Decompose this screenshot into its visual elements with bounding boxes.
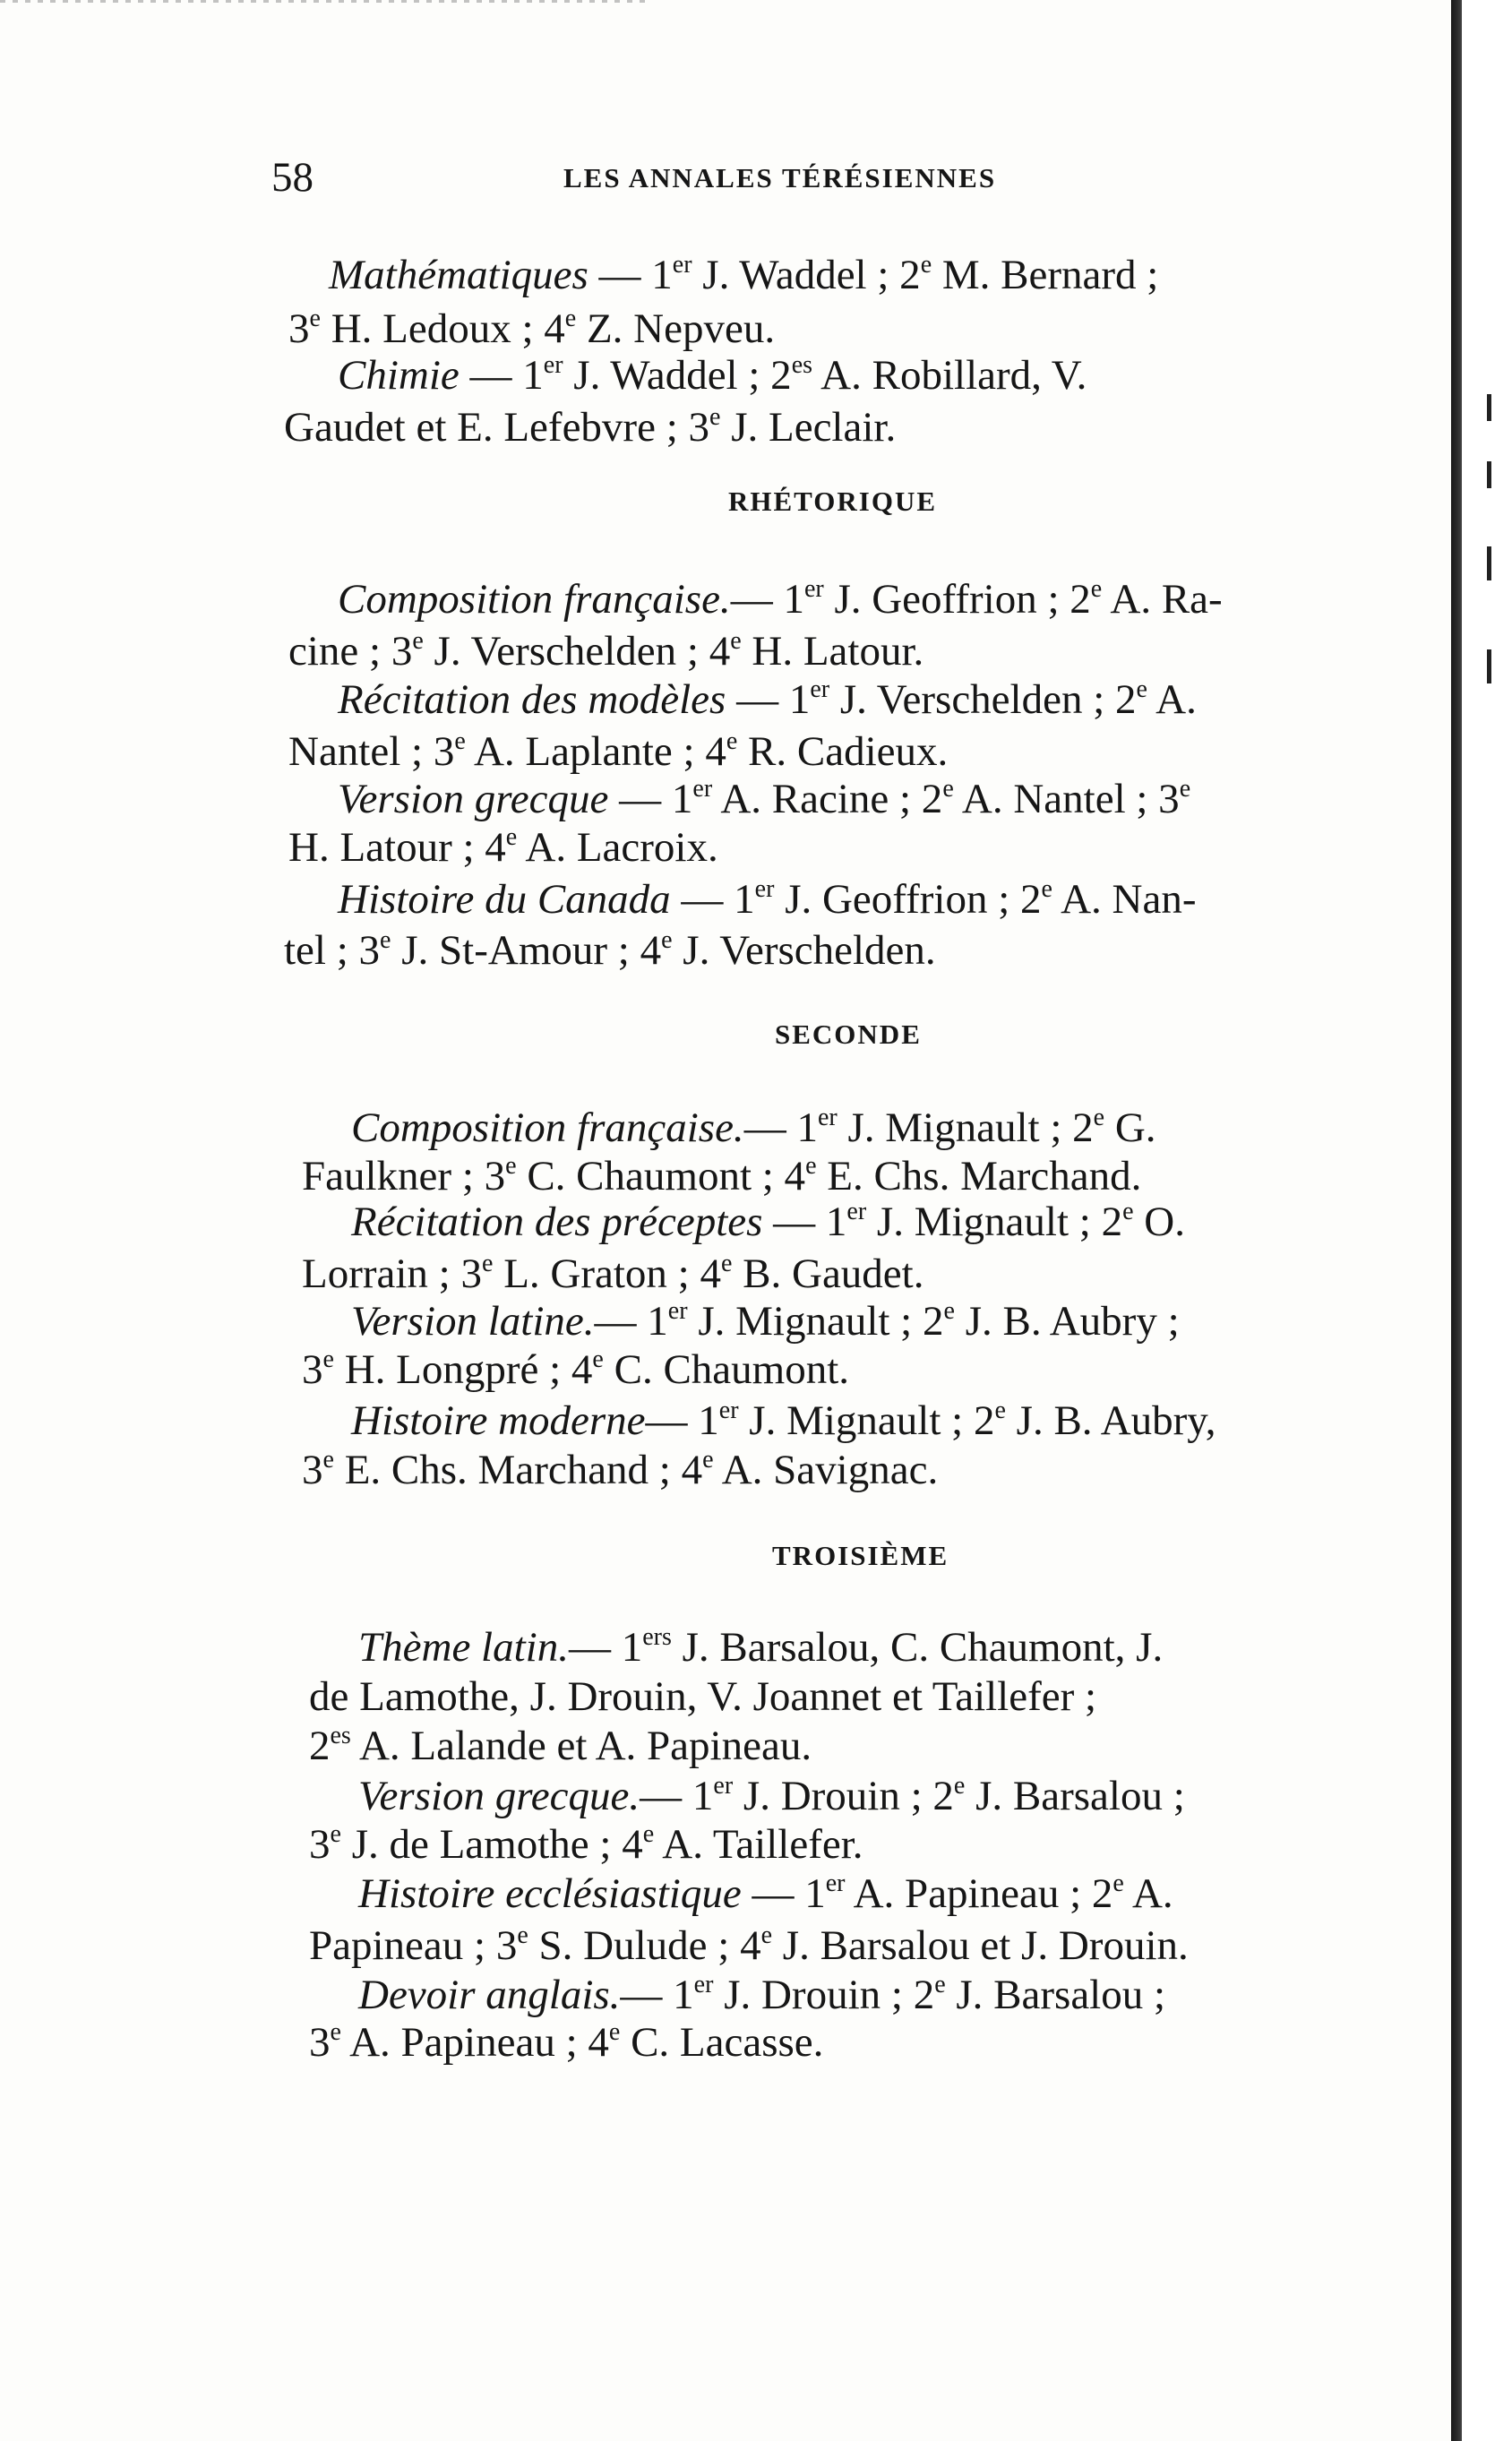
subject-name: Histoire moderne	[351, 1397, 646, 1444]
ordinal-suffix: e	[412, 627, 424, 655]
text-run: J. Verschelden ; 2	[829, 676, 1137, 723]
ordinal-suffix: e	[564, 305, 577, 332]
ordinal-suffix: e	[702, 1446, 714, 1474]
text-run: C. Lacasse.	[620, 2019, 824, 2066]
text-line	[284, 924, 936, 976]
ordinal-suffix: e	[608, 2018, 621, 2046]
text-line	[338, 573, 1223, 625]
text-run: 2	[309, 1723, 331, 1769]
text-run: — 1	[620, 1972, 694, 2018]
text-run: J. de Lamothe ; 4	[340, 1821, 643, 1868]
ordinal-suffix: e	[1179, 775, 1191, 803]
text-run: J. Mignault ; 2	[738, 1397, 995, 1444]
text-run: H. Longpré ; 4	[333, 1346, 593, 1393]
ordinal-suffix: e	[709, 403, 721, 431]
text-run: A. Nantel ; 3	[953, 776, 1180, 822]
ordinal-suffix: e	[943, 1297, 955, 1325]
ordinal-suffix: e	[322, 1345, 334, 1373]
text-run: de Lamothe, J. Drouin, V. Joannet et Taillefer ;	[309, 1673, 1097, 1720]
text-run: — 1	[459, 352, 544, 399]
ordinal-suffix: e	[1041, 875, 1052, 903]
ordinal-suffix: er	[667, 1297, 688, 1325]
ordinal-suffix: e	[330, 1820, 341, 1848]
ordinal-suffix: e	[454, 727, 466, 755]
text-run: J. Mignault ; 2	[866, 1199, 1123, 1245]
ordinal-suffix: e	[642, 1820, 655, 1848]
ordinal-suffix: e	[1122, 1198, 1134, 1225]
ordinal-suffix: ers	[642, 1623, 672, 1651]
text-run: H. Latour.	[741, 628, 924, 675]
text-run: J. Barsalou, C. Chaumont, J.	[671, 1624, 1164, 1671]
text-run: B. Gaudet.	[732, 1251, 924, 1297]
text-run: J. Geoffrion ; 2	[774, 876, 1042, 923]
text-line	[358, 1868, 1173, 1920]
text-run: A. Savignac.	[713, 1447, 939, 1493]
ordinal-suffix: er	[543, 351, 563, 379]
text-run: — 1	[730, 576, 804, 623]
ordinal-suffix: er	[754, 875, 775, 903]
text-run: — 1	[588, 252, 673, 298]
subject-name: Composition française.	[351, 1104, 744, 1151]
ordinal-suffix: e	[309, 305, 321, 332]
ordinal-suffix: e	[942, 775, 954, 803]
text-run: Nantel ; 3	[288, 728, 455, 775]
text-run: R. Cadieux.	[737, 728, 949, 775]
text-run: L. Graton ; 4	[493, 1251, 721, 1297]
ordinal-suffix: e	[1090, 575, 1103, 603]
text-run: J. B. Aubry,	[1005, 1397, 1216, 1444]
text-run: 3	[302, 1447, 323, 1493]
ordinal-suffix: e	[505, 823, 518, 851]
text-run: 3	[309, 1821, 331, 1868]
ordinal-suffix: es	[330, 1722, 351, 1749]
ordinal-suffix: er	[825, 1869, 846, 1897]
text-line	[329, 249, 1158, 301]
text-run: G.	[1104, 1104, 1156, 1151]
text-line	[351, 1196, 1185, 1248]
spine-mark	[1487, 394, 1491, 421]
ordinal-suffix: e	[517, 1921, 528, 1949]
text-run: J. Barsalou et J. Drouin.	[772, 1922, 1189, 1969]
spine-mark	[1487, 546, 1491, 580]
subject-name: Chimie	[338, 352, 460, 399]
text-run: A. Lacroix.	[517, 824, 718, 871]
text-line	[288, 625, 924, 677]
ordinal-suffix: er	[672, 251, 692, 279]
text-line	[351, 1295, 1180, 1347]
text-run: S. Dulude ; 4	[528, 1922, 761, 1969]
ordinal-suffix: e	[720, 1250, 733, 1277]
text-line	[302, 1150, 1141, 1202]
ordinal-suffix: e	[592, 1345, 604, 1373]
text-line	[338, 873, 1197, 925]
text-run: — 1	[568, 1624, 643, 1671]
text-run: A. Papineau ; 2	[845, 1870, 1113, 1917]
text-line	[288, 726, 948, 778]
text-run: 3	[302, 1346, 323, 1393]
subject-name: Composition française.	[338, 576, 731, 623]
ordinal-suffix: e	[1136, 675, 1147, 703]
text-run: J. Drouin ; 2	[733, 1773, 954, 1819]
section-heading: RHÉTORIQUE	[728, 486, 938, 517]
text-run: O.	[1133, 1199, 1185, 1245]
ordinal-suffix: e	[505, 1152, 517, 1180]
subject-name: Mathématiques	[329, 252, 588, 298]
ordinal-suffix: er	[692, 775, 713, 803]
text-run: A. Laplante ; 4	[465, 728, 726, 775]
text-run: J. Waddel ; 2	[692, 252, 921, 298]
text-run: cine ; 3	[288, 628, 413, 675]
text-line	[288, 821, 718, 873]
book-spine-edge	[1451, 0, 1512, 2441]
ordinal-suffix: er	[693, 1971, 714, 1998]
text-run: — 1	[640, 1773, 714, 1819]
text-run: J. Verschelden ; 4	[423, 628, 731, 675]
ordinal-suffix: er	[810, 675, 830, 703]
text-line	[358, 1770, 1185, 1822]
text-line	[309, 2016, 823, 2068]
ordinal-suffix: e	[730, 627, 742, 655]
text-run: Papineau ; 3	[309, 1922, 518, 1969]
subject-name: Histoire ecclésiastique	[358, 1870, 742, 1917]
text-run: Lorrain ; 3	[302, 1251, 482, 1297]
top-edge-rule	[0, 0, 645, 3]
text-line	[288, 303, 775, 355]
ordinal-suffix: e	[994, 1397, 1006, 1424]
text-run: A.	[1123, 1870, 1173, 1917]
text-run: A. Robillard, V.	[812, 352, 1087, 399]
text-run: — 1	[670, 876, 755, 923]
text-run: C. Chaumont.	[603, 1346, 850, 1393]
text-run: E. Chs. Marchand ; 4	[333, 1447, 703, 1493]
section-heading: SECONDE	[775, 1019, 922, 1050]
ordinal-suffix: e	[726, 727, 738, 755]
text-line	[358, 1621, 1163, 1673]
ordinal-suffix: e	[805, 1152, 817, 1180]
subject-name: Version latine.	[351, 1298, 595, 1345]
text-run: C. Chaumont ; 4	[516, 1153, 806, 1199]
ordinal-suffix: e	[322, 1446, 334, 1474]
text-run: J. Verschelden.	[672, 927, 936, 974]
subject-name: Version grecque.	[358, 1773, 640, 1819]
section-heading: TROISIÈME	[772, 1540, 949, 1571]
text-line	[351, 1102, 1156, 1154]
ordinal-suffix: er	[713, 1772, 734, 1800]
text-run: A. Nan-	[1052, 876, 1197, 923]
text-run: 3	[288, 305, 310, 352]
ordinal-suffix: e	[482, 1250, 494, 1277]
text-run: J. Mignault ; 2	[837, 1104, 1094, 1151]
text-run: A. Taillefer.	[654, 1821, 863, 1868]
text-line	[309, 1720, 812, 1772]
text-run: E. Chs. Marchand.	[816, 1153, 1142, 1199]
text-line	[358, 1969, 1165, 2021]
running-title: LES ANNALES TÉRÉSIENNES	[563, 162, 997, 193]
text-run: A. Racine ; 2	[712, 776, 943, 822]
text-line	[351, 1395, 1216, 1447]
text-line	[338, 674, 1197, 726]
text-run: — 1	[743, 1104, 818, 1151]
text-run: Faulkner ; 3	[302, 1153, 506, 1199]
text-line	[309, 1671, 1096, 1723]
ordinal-suffix: e	[920, 251, 932, 279]
ordinal-suffix: es	[791, 351, 813, 379]
text-run: M. Bernard ;	[932, 252, 1159, 298]
text-run: Gaudet et E. Lefebvre ; 3	[284, 404, 710, 451]
ordinal-suffix: e	[1113, 1869, 1124, 1897]
text-run: — 1	[741, 1870, 826, 1917]
ordinal-suffix: er	[846, 1198, 867, 1225]
subject-name: Thème latin.	[358, 1624, 569, 1671]
spine-shadow	[1451, 0, 1462, 2441]
ordinal-suffix: e	[760, 1921, 773, 1949]
subject-name: Récitation des modèles	[338, 676, 726, 723]
spine-mark	[1487, 461, 1491, 488]
subject-name: Version grecque	[338, 776, 609, 822]
text-run: 3	[309, 2019, 331, 2066]
ordinal-suffix: e	[330, 2018, 341, 2046]
text-run: — 1	[645, 1397, 719, 1444]
running-header	[271, 150, 1463, 204]
subject-name: Devoir anglais.	[358, 1972, 621, 2018]
text-run: A. Lalande et A. Papineau.	[350, 1723, 812, 1769]
text-line	[338, 349, 1087, 401]
text-line	[302, 1344, 849, 1396]
ordinal-suffix: er	[803, 575, 824, 603]
text-run: H. Ledoux ; 4	[320, 305, 565, 352]
text-run: A.	[1147, 676, 1197, 723]
text-run: — 1	[762, 1199, 847, 1245]
text-line	[338, 773, 1190, 825]
ordinal-suffix: e	[380, 926, 391, 954]
text-line	[302, 1444, 938, 1496]
text-run: J. Barsalou ;	[945, 1972, 1166, 2018]
text-run: H. Latour ; 4	[288, 824, 506, 871]
text-run: J. Leclair.	[720, 404, 897, 451]
text-run: J. B. Aubry ;	[954, 1298, 1180, 1345]
text-line	[284, 401, 896, 453]
text-run: — 1	[726, 676, 811, 723]
spine-mark	[1487, 649, 1491, 683]
ordinal-suffix: e	[661, 926, 673, 954]
ordinal-suffix: er	[817, 1104, 838, 1131]
text-run: A. Ra-	[1102, 576, 1223, 623]
text-run: J. Waddel ; 2	[563, 352, 792, 399]
text-line	[302, 1248, 924, 1300]
page-number: 58	[271, 154, 314, 201]
text-run: — 1	[608, 776, 693, 822]
subject-name: Histoire du Canada	[338, 876, 671, 923]
text-run: J. Barsalou ;	[965, 1773, 1185, 1819]
text-line	[309, 1920, 1189, 1972]
text-run: J. St-Amour ; 4	[391, 927, 662, 974]
ordinal-suffix: er	[718, 1397, 739, 1424]
text-run: — 1	[594, 1298, 668, 1345]
text-run: J. Drouin ; 2	[713, 1972, 935, 2018]
text-run: A. Papineau ; 4	[340, 2019, 609, 2066]
ordinal-suffix: e	[934, 1971, 946, 1998]
ordinal-suffix: e	[1093, 1104, 1105, 1131]
ordinal-suffix: e	[953, 1772, 966, 1800]
text-line	[309, 1818, 863, 1870]
text-run: J. Geoffrion ; 2	[823, 576, 1091, 623]
subject-name: Récitation des préceptes	[351, 1199, 763, 1245]
text-run: Z. Nepveu.	[576, 305, 776, 352]
text-run: tel ; 3	[284, 927, 381, 974]
text-run: J. Mignault ; 2	[687, 1298, 944, 1345]
